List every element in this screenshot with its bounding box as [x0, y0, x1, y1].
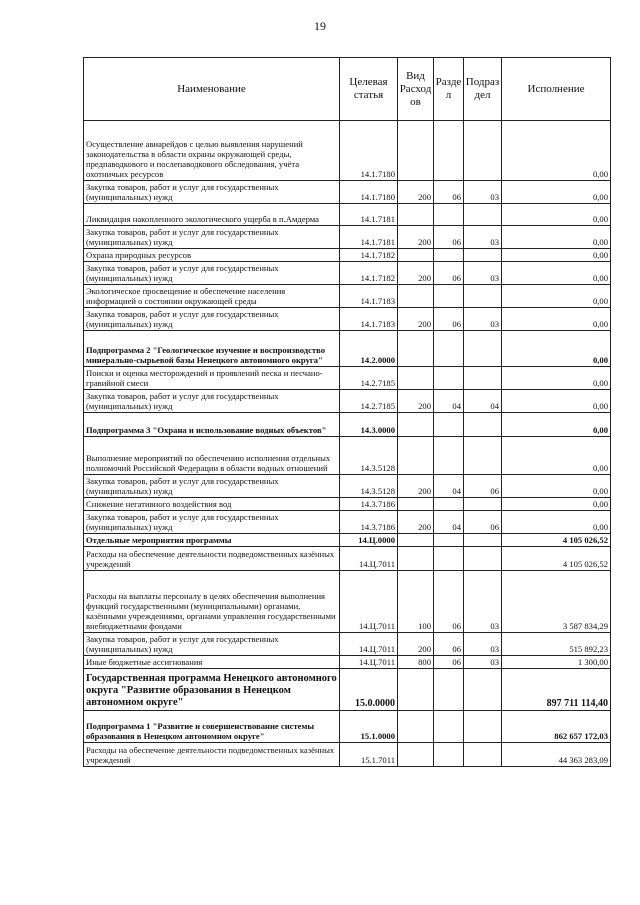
row-kind-cell: 200	[398, 226, 434, 249]
row-execution-cell: 897 711 114,40	[502, 669, 611, 711]
row-subsection-cell	[464, 367, 502, 390]
row-subsection-cell: 06	[464, 511, 502, 534]
row-section-cell	[434, 204, 464, 226]
table-row	[84, 571, 611, 633]
row-section-cell: 06	[434, 308, 464, 331]
row-execution-cell: 0,00	[502, 511, 611, 534]
row-execution-cell: 0,00	[502, 121, 611, 181]
row-target-cell: 15.0.0000	[340, 669, 398, 711]
row-name-cell: Расходы на обеспечение деятельности подведомственных казённых учреждений	[84, 743, 340, 767]
row-name-cell: Выполнение мероприятий по обеспечению исполнения отдельных полномочий Российской Федерации в области водных отношений	[84, 437, 340, 475]
column-header-subsection: Подраз дел	[464, 58, 502, 121]
table-row	[84, 413, 611, 437]
row-subsection-cell	[464, 413, 502, 437]
table-row	[84, 367, 611, 390]
row-subsection-cell: 03	[464, 308, 502, 331]
row-kind-cell: 200	[398, 633, 434, 656]
row-name-cell: Ликвидация накопленного экологического ущерба в п.Амдерма	[84, 204, 340, 226]
row-name-cell: Подпрограмма 1 "Развитие и совершенствование системы образования в Ненецком автономном округе"	[84, 711, 340, 743]
row-execution-cell: 0,00	[502, 390, 611, 413]
row-subsection-cell	[464, 534, 502, 547]
row-section-cell	[434, 249, 464, 262]
row-kind-cell	[398, 534, 434, 547]
table-row	[84, 121, 611, 181]
row-target-cell: 15.1.7011	[340, 743, 398, 767]
row-subsection-cell	[464, 285, 502, 308]
row-kind-cell: 200	[398, 390, 434, 413]
table-row	[84, 181, 611, 204]
row-section-cell	[434, 367, 464, 390]
row-target-cell: 14.1.7183	[340, 285, 398, 308]
row-target-cell: 14.1.7181	[340, 226, 398, 249]
row-section-cell: 06	[434, 571, 464, 633]
row-target-cell: 14.1.7182	[340, 262, 398, 285]
row-target-cell: 14.3.5128	[340, 475, 398, 498]
row-section-cell: 06	[434, 181, 464, 204]
table-row	[84, 475, 611, 498]
row-subsection-cell: 03	[464, 571, 502, 633]
table-row	[84, 308, 611, 331]
row-kind-cell	[398, 669, 434, 711]
row-name-cell: Государственная программа Ненецкого автономного округа "Развитие образования в Ненецком автономном округе"	[84, 669, 340, 711]
row-section-cell	[434, 437, 464, 475]
row-subsection-cell: 03	[464, 226, 502, 249]
row-name-cell: Поиски и оценка месторождений и проявлений песка и песчано-гравийной смеси	[84, 367, 340, 390]
row-execution-cell: 0,00	[502, 331, 611, 367]
row-subsection-cell: 03	[464, 656, 502, 669]
row-subsection-cell	[464, 331, 502, 367]
row-subsection-cell: 06	[464, 475, 502, 498]
table-row	[84, 249, 611, 262]
row-target-cell: 14.2.7185	[340, 367, 398, 390]
row-name-cell: Закупка товаров, работ и услуг для государственных (муниципальных) нужд	[84, 226, 340, 249]
row-execution-cell: 0,00	[502, 413, 611, 437]
table-row	[84, 547, 611, 571]
row-target-cell: 14.2.0000	[340, 331, 398, 367]
row-target-cell: 14.1.7183	[340, 308, 398, 331]
row-subsection-cell	[464, 711, 502, 743]
row-execution-cell: 0,00	[502, 437, 611, 475]
row-section-cell	[434, 547, 464, 571]
row-target-cell: 14.Ц.7011	[340, 571, 398, 633]
table-row	[84, 656, 611, 669]
row-section-cell	[434, 121, 464, 181]
row-subsection-cell: 03	[464, 181, 502, 204]
row-kind-cell: 200	[398, 308, 434, 331]
row-section-cell: 06	[434, 656, 464, 669]
row-kind-cell: 200	[398, 511, 434, 534]
table-row	[84, 204, 611, 226]
row-execution-cell: 4 105 026,52	[502, 534, 611, 547]
row-kind-cell: 200	[398, 262, 434, 285]
page-number: 19	[314, 19, 326, 33]
table-row	[84, 262, 611, 285]
row-kind-cell	[398, 413, 434, 437]
row-target-cell: 14.3.0000	[340, 413, 398, 437]
row-target-cell: 14.1.7180	[340, 121, 398, 181]
row-name-cell: Закупка товаров, работ и услуг для государственных (муниципальных) нужд	[84, 475, 340, 498]
row-name-cell: Отдельные мероприятия программы	[84, 534, 340, 547]
row-subsection-cell	[464, 249, 502, 262]
row-subsection-cell	[464, 121, 502, 181]
row-name-cell: Подпрограмма 2 "Геологическое изучение и воспроизводство минерально-сырьевой базы Ненецкого автономного округа"	[84, 331, 340, 367]
table-row	[84, 437, 611, 475]
row-section-cell	[434, 743, 464, 767]
row-subsection-cell	[464, 743, 502, 767]
row-execution-cell: 0,00	[502, 498, 611, 511]
row-section-cell	[434, 331, 464, 367]
row-section-cell: 04	[434, 390, 464, 413]
row-execution-cell: 44 363 283,09	[502, 743, 611, 767]
row-section-cell: 04	[434, 511, 464, 534]
row-section-cell	[434, 711, 464, 743]
table-row	[84, 743, 611, 767]
row-execution-cell: 4 105 026,52	[502, 547, 611, 571]
row-execution-cell: 0,00	[502, 262, 611, 285]
row-section-cell	[434, 534, 464, 547]
column-header-section: Разде л	[434, 58, 464, 121]
row-kind-cell	[398, 437, 434, 475]
row-kind-cell	[398, 285, 434, 308]
row-name-cell: Подпрограмма 3 "Охрана и использование водных объектов"	[84, 413, 340, 437]
table-row	[84, 285, 611, 308]
table-row	[84, 633, 611, 656]
table-row	[84, 534, 611, 547]
row-execution-cell: 0,00	[502, 249, 611, 262]
column-header-kind: Вид Расход ов	[398, 58, 434, 121]
row-subsection-cell	[464, 498, 502, 511]
column-header-target: Целевая статья	[340, 58, 398, 121]
row-name-cell: Охрана природных ресурсов	[84, 249, 340, 262]
row-execution-cell: 515 892,23	[502, 633, 611, 656]
row-target-cell: 14.2.7185	[340, 390, 398, 413]
row-name-cell: Закупка товаров, работ и услуг для государственных (муниципальных) нужд	[84, 390, 340, 413]
row-subsection-cell: 03	[464, 633, 502, 656]
row-kind-cell	[398, 498, 434, 511]
row-subsection-cell	[464, 547, 502, 571]
table-header-row	[84, 58, 611, 121]
row-execution-cell: 0,00	[502, 226, 611, 249]
row-name-cell: Осуществление авиарейдов с целью выявления нарушений законодательства в области охраны окружающей среды, предпаводкового и послепаводкового обследования, учёта охотничьих ресурсов	[84, 121, 340, 181]
row-kind-cell	[398, 711, 434, 743]
row-section-cell: 06	[434, 633, 464, 656]
row-target-cell: 14.Ц.7011	[340, 656, 398, 669]
table-row	[84, 226, 611, 249]
row-name-cell: Закупка товаров, работ и услуг для государственных (муниципальных) нужд	[84, 181, 340, 204]
row-kind-cell	[398, 743, 434, 767]
row-target-cell: 14.3.7186	[340, 498, 398, 511]
table-row	[84, 711, 611, 743]
row-section-cell	[434, 669, 464, 711]
row-subsection-cell: 04	[464, 390, 502, 413]
row-execution-cell: 0,00	[502, 475, 611, 498]
row-kind-cell	[398, 367, 434, 390]
row-section-cell: 04	[434, 475, 464, 498]
row-target-cell: 14.Ц.7011	[340, 547, 398, 571]
row-kind-cell	[398, 204, 434, 226]
row-subsection-cell	[464, 204, 502, 226]
row-name-cell: Закупка товаров, работ и услуг для государственных (муниципальных) нужд	[84, 308, 340, 331]
row-section-cell	[434, 498, 464, 511]
row-kind-cell	[398, 547, 434, 571]
row-execution-cell: 3 587 834,29	[502, 571, 611, 633]
row-name-cell: Снижение негативного воздействия вод	[84, 498, 340, 511]
table-row	[84, 390, 611, 413]
row-subsection-cell: 03	[464, 262, 502, 285]
row-name-cell: Закупка товаров, работ и услуг для государственных (муниципальных) нужд	[84, 633, 340, 656]
row-execution-cell: 1 300,00	[502, 656, 611, 669]
row-target-cell: 14.3.7186	[340, 511, 398, 534]
table-row	[84, 669, 611, 711]
row-section-cell: 06	[434, 262, 464, 285]
row-kind-cell: 200	[398, 181, 434, 204]
row-kind-cell: 800	[398, 656, 434, 669]
row-kind-cell	[398, 121, 434, 181]
row-name-cell: Иные бюджетные ассигнования	[84, 656, 340, 669]
row-execution-cell: 862 657 172,03	[502, 711, 611, 743]
column-header-execution: Исполнение	[502, 58, 611, 121]
row-name-cell: Закупка товаров, работ и услуг для государственных (муниципальных) нужд	[84, 262, 340, 285]
table-row	[84, 498, 611, 511]
row-subsection-cell	[464, 669, 502, 711]
row-target-cell: 14.3.5128	[340, 437, 398, 475]
row-execution-cell: 0,00	[502, 308, 611, 331]
column-header-name: Наименование	[84, 58, 340, 121]
row-target-cell: 14.Ц.0000	[340, 534, 398, 547]
row-target-cell: 14.1.7181	[340, 204, 398, 226]
row-kind-cell: 100	[398, 571, 434, 633]
table-body	[84, 121, 611, 767]
row-execution-cell: 0,00	[502, 367, 611, 390]
row-name-cell: Расходы на выплаты персоналу в целях обеспечения выполнения функций государственными (муниципальными) органами, казёнными учреждениями, органами управления государственными внебюджетными фондами	[84, 571, 340, 633]
row-kind-cell	[398, 249, 434, 262]
row-section-cell	[434, 413, 464, 437]
row-kind-cell	[398, 331, 434, 367]
row-execution-cell: 0,00	[502, 285, 611, 308]
table-row	[84, 511, 611, 534]
row-kind-cell: 200	[398, 475, 434, 498]
row-name-cell: Экологическое просвещение и обеспечение населения информацией о состоянии окружающей среды	[84, 285, 340, 308]
row-target-cell: 14.1.7182	[340, 249, 398, 262]
row-section-cell: 06	[434, 226, 464, 249]
row-section-cell	[434, 285, 464, 308]
row-target-cell: 14.1.7180	[340, 181, 398, 204]
row-target-cell: 14.Ц.7011	[340, 633, 398, 656]
row-execution-cell: 0,00	[502, 204, 611, 226]
row-subsection-cell	[464, 437, 502, 475]
row-execution-cell: 0,00	[502, 181, 611, 204]
table-row	[84, 331, 611, 367]
row-name-cell: Закупка товаров, работ и услуг для государственных (муниципальных) нужд	[84, 511, 340, 534]
budget-table	[83, 57, 611, 767]
row-target-cell: 15.1.0000	[340, 711, 398, 743]
row-name-cell: Расходы на обеспечение деятельности подведомственных казённых учреждений	[84, 547, 340, 571]
